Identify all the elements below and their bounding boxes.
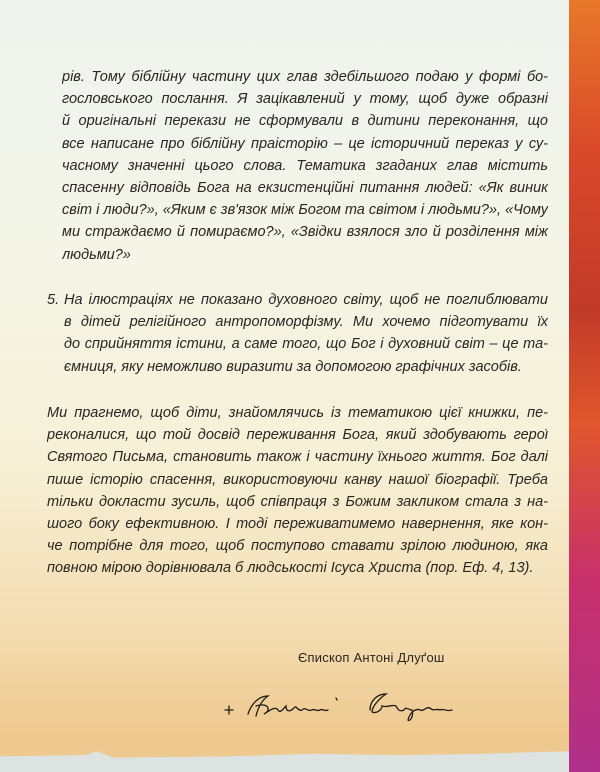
text-line: до сприйняття істини, а саме того, що Бог і духовний світ – це та- [64, 336, 548, 353]
text-line: й оригінальні перекази не сформували в дитини переконання, що [62, 113, 548, 130]
text-line: пише історію спасення, використовуючи канву нашої біографії. Треба [47, 471, 548, 488]
list-number: 5. [47, 292, 60, 308]
text-line: все написане про біблійну праісторію – це історичний переказ у су- [62, 135, 548, 152]
text-line: На ілюстраціях не показано духовного світу, щоб не поглиблювати [64, 292, 548, 308]
text-line: ємниця, яку неможливо виразити за допомогою графічних засобів. [64, 358, 522, 375]
text-line: реконалися, що той досвід переживання Бога, який здобувають герої [47, 427, 548, 444]
author-name: Єпископ Антоні Длуґош [298, 650, 445, 665]
list-item-5 [47, 289, 548, 378]
closing-paragraph [47, 402, 548, 580]
text-line: спасенну відповідь Бога на екзистенційні питання людей: «Як виник [62, 180, 548, 197]
text-line: тільки докласти зусиль, щоб співпраця з Божим закликом стала з на- [47, 493, 548, 510]
text-line: Святого Письма, становить також і частину їхнього життя. Бог далі [47, 449, 548, 466]
handwritten-signature [220, 680, 520, 730]
text-line: в дітей релігійного антропоморфізму. Ми хочемо підготувати їх [64, 314, 548, 331]
text-line: Ми прагнемо, щоб діти, знайомлячись із тематикою цієї книжки, пе- [47, 405, 548, 421]
text-line: ми страждаємо й помираємо?», «Звідки взялося зло й розділення між [62, 224, 548, 241]
text-line: рів. Тому біблійну частину цих глав здебільшого подаю у формі бо- [62, 69, 548, 85]
text-line: шого боку ефективною. І тоді переживатимемо навернення, яке кон- [47, 516, 548, 533]
text-line: повною мірою дорівнювала б людськості Ісуса Христа (пор. Еф. 4, 13). [47, 560, 534, 577]
text-line: часному значенні цього слова. Тематика згаданих глав містить [62, 157, 548, 174]
decorative-painted-strip [569, 0, 600, 772]
text-line: че потрібне для того, щоб поступово ставати зрілою людиною, яка [47, 538, 548, 555]
text-line: світ і люди?», «Яким є зв'язок між Богом та світом і людьми?», «Чому [62, 202, 548, 219]
paragraph-continuation [62, 66, 548, 266]
text-line: гословського послання. Я зацікавлений у тому, щоб дуже образні [62, 91, 548, 108]
text-line: людьми?» [62, 246, 131, 263]
decorative-bottom-edge [0, 746, 569, 772]
